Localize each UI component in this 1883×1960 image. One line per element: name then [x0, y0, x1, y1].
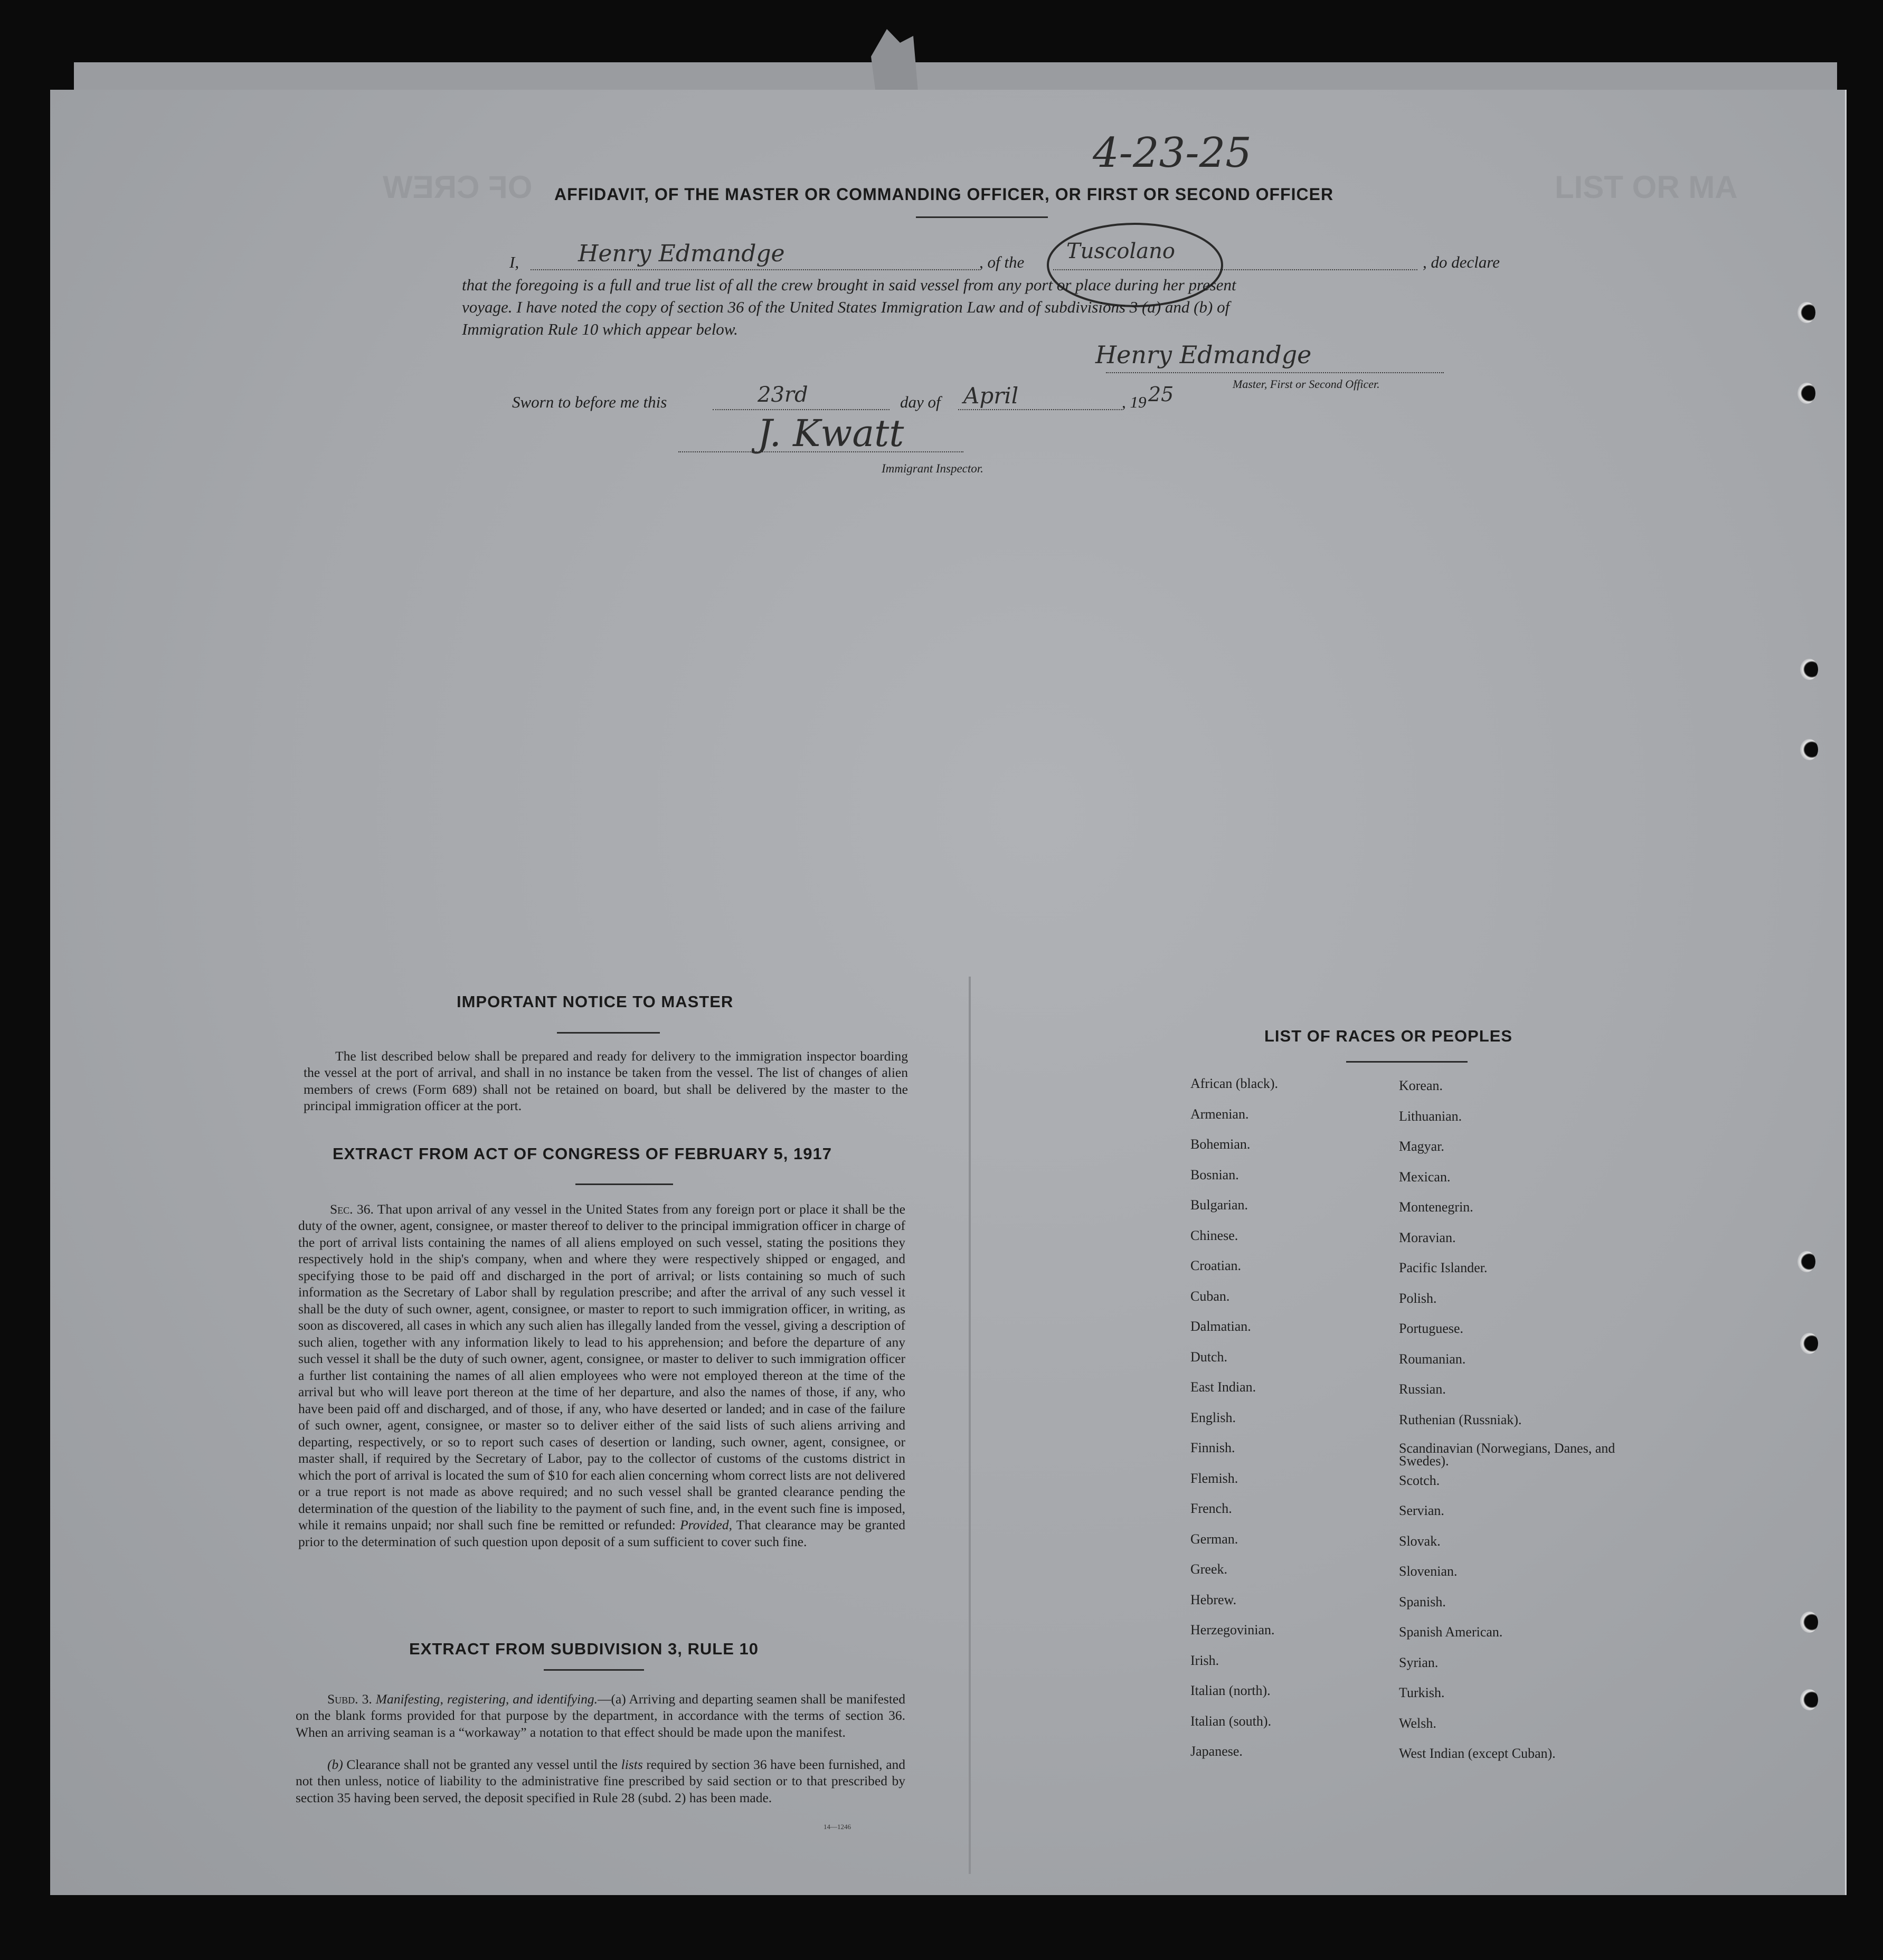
master-name-line — [531, 269, 979, 270]
race-item: Moravian. — [1399, 1229, 1456, 1245]
race-item: West Indian (except Cuban). — [1399, 1746, 1556, 1761]
day-of-label: day of — [900, 393, 941, 411]
affidavit-body-3: Immigration Rule 10 which appear below. — [462, 320, 738, 338]
race-item: Roumanian. — [1399, 1351, 1466, 1367]
proviso-label: Provided, — [680, 1517, 732, 1533]
year-suffix: 25 — [1148, 383, 1174, 406]
race-item: Flemish. — [1190, 1470, 1238, 1486]
race-item: Portuguese. — [1399, 1321, 1464, 1336]
proviso-text: That clearance may be granted prior to the determination of such question upon deposit of a sum sufficient to cover such fine. — [298, 1517, 905, 1549]
sworn-month: April — [963, 383, 1019, 409]
punch-hole — [1797, 1251, 1815, 1272]
race-item: Magyar. — [1399, 1139, 1444, 1154]
para-b-pre: Clearance shall not be granted any vessel until the — [346, 1757, 618, 1772]
race-item: Dutch. — [1190, 1349, 1228, 1365]
race-item: Cuban. — [1190, 1288, 1230, 1304]
para-b-label: (b) — [327, 1757, 343, 1772]
stamp-date: 4-23-25 — [1093, 129, 1252, 177]
para-b-post: required by section 36 have been furnished, and not then unless, notice of liability to the administrative fine prescribed by said section or to that prescribed by section 35 having been served, the deposit specified in Rule 28 (subd. 2) has been made. — [296, 1757, 906, 1805]
signature-line — [1106, 372, 1444, 373]
master-signature: Henry Edmandge — [1095, 340, 1312, 369]
punch-hole — [1800, 1689, 1818, 1710]
race-item: Italian (south). — [1190, 1713, 1272, 1729]
race-item: Syrian. — [1399, 1654, 1439, 1670]
month-line — [958, 409, 1122, 410]
race-item: Armenian. — [1190, 1106, 1249, 1122]
day-line — [713, 409, 890, 410]
affidavit-i-label: I, — [509, 253, 519, 271]
race-item: Scotch. — [1399, 1472, 1440, 1488]
race-item: Hebrew. — [1190, 1592, 1237, 1607]
race-item: African (black). — [1190, 1076, 1279, 1091]
title-rule — [916, 216, 1048, 218]
punch-hole — [1800, 739, 1818, 760]
notice-rule — [557, 1032, 660, 1034]
bleed-through-left: LIST OR MA — [1555, 169, 1738, 205]
race-item: Montenegrin. — [1399, 1199, 1473, 1215]
inspector-signature: J. Kwatt — [758, 412, 904, 455]
signature-caption: Master, First or Second Officer. — [1233, 377, 1380, 391]
para-b-lists: lists — [621, 1757, 643, 1772]
race-item: Japanese. — [1190, 1744, 1243, 1759]
para-a-text: —(a) Arriving and departing seamen shall be manifested on the blank forms provided for that purpose by the department, in accordance with the terms of section 36. When an arriving seaman is a “workaway” a notation to that effect should be made upon the manifest. — [296, 1691, 905, 1740]
race-item: Bulgarian. — [1190, 1197, 1248, 1213]
vessel-name: Tuscolano — [1066, 239, 1175, 263]
race-item: Scandinavian (Norwegians, Danes, and Swedes). — [1399, 1441, 1615, 1469]
race-item: Slovenian. — [1399, 1564, 1458, 1579]
race-item: Ruthenian (Russniak). — [1399, 1412, 1522, 1427]
race-item: Welsh. — [1399, 1715, 1436, 1731]
race-item: Dalmatian. — [1190, 1319, 1251, 1334]
race-item: Irish. — [1190, 1652, 1219, 1668]
inspector-line — [678, 451, 963, 452]
races-right-column — [1399, 1078, 1621, 1776]
races-rule — [1346, 1061, 1468, 1063]
race-item: Spanish American. — [1399, 1624, 1503, 1640]
sworn-label: Sworn to before me this — [512, 393, 667, 411]
race-item: English. — [1190, 1409, 1236, 1425]
race-item: Turkish. — [1399, 1685, 1445, 1700]
punch-hole — [1800, 1333, 1818, 1354]
master-name: Henry Edmandge — [578, 240, 785, 267]
race-item: French. — [1190, 1501, 1232, 1516]
race-item: Spanish. — [1399, 1594, 1446, 1609]
race-item: Croatian. — [1190, 1258, 1242, 1273]
race-item: Italian (north). — [1190, 1683, 1271, 1698]
race-item: Servian. — [1399, 1503, 1444, 1518]
race-item: German. — [1190, 1531, 1238, 1547]
rule-para-b — [296, 1756, 905, 1806]
race-item: Korean. — [1399, 1078, 1443, 1093]
punch-hole — [1797, 302, 1815, 323]
rule-para-a — [296, 1691, 905, 1740]
affidavit-title: AFFIDAVIT, OF THE MASTER OR COMMANDING OFFICER, OR FIRST OR SECOND OFFICER — [554, 185, 1334, 204]
affidavit-body-2: voyage. I have noted the copy of section 36 of the United States Immigration Law and of subdivisions 3 (a) and (b) of — [462, 298, 1230, 316]
notice-title: IMPORTANT NOTICE TO MASTER — [457, 992, 734, 1011]
races-left-column — [1190, 1076, 1380, 1774]
race-item: Bohemian. — [1190, 1137, 1251, 1152]
race-item: East Indian. — [1190, 1379, 1256, 1395]
race-item: Pacific Islander. — [1399, 1260, 1488, 1275]
subd-heading: Manifesting, registering, and identifying. — [375, 1691, 598, 1707]
race-item: Finnish. — [1190, 1440, 1235, 1455]
act-title: EXTRACT FROM ACT OF CONGRESS OF FEBRUARY 5, 1917 — [333, 1144, 832, 1163]
punch-hole — [1800, 1612, 1818, 1633]
page-fold — [969, 977, 971, 1874]
inspector-caption: Immigrant Inspector. — [882, 462, 983, 475]
race-item: Russian. — [1399, 1381, 1446, 1397]
rule-rule — [544, 1669, 644, 1671]
subd-label: Subd. 3. — [327, 1691, 372, 1707]
rule-title: EXTRACT FROM SUBDIVISION 3, RULE 10 — [409, 1640, 759, 1658]
notice-text: The list described below shall be prepared and ready for delivery to the immigration inspector boarding the vessel at the port of arrival, and shall in no instance be taken from the vessel. The list of changes of alien members of crews (Form 689) shall not be retained on board, but shall be delivered by the master to the principal immigration officer at the port. — [304, 1048, 908, 1114]
race-item: Mexican. — [1399, 1169, 1451, 1185]
race-item: Greek. — [1190, 1561, 1228, 1577]
punch-hole — [1797, 383, 1815, 404]
sworn-day: 23rd — [758, 383, 808, 407]
affidavit-body-1: that the foregoing is a full and true list of all the crew brought in said vessel from any port or place during her present — [462, 276, 1236, 294]
sec-label: Sec. 36. — [330, 1201, 374, 1217]
year-prefix: , 19 — [1122, 393, 1147, 411]
races-title: LIST OF RACES OR PEOPLES — [1264, 1027, 1513, 1045]
race-item: Chinese. — [1190, 1227, 1238, 1243]
of-the-label: , of the — [979, 253, 1025, 271]
race-item: Lithuanian. — [1399, 1108, 1462, 1124]
manifest-page — [50, 90, 1847, 1895]
do-declare-label: , do declare — [1423, 253, 1500, 271]
race-item: Bosnian. — [1190, 1167, 1239, 1182]
race-item: Polish. — [1399, 1290, 1437, 1306]
race-item: Slovak. — [1399, 1533, 1441, 1549]
bleed-through-right: OF CREW — [383, 169, 533, 205]
form-number: 14—1246 — [824, 1823, 851, 1831]
act-text — [298, 1201, 905, 1550]
punch-hole — [1800, 659, 1818, 680]
sec-text: That upon arrival of any vessel in the United States from any foreign port or place it shall be the duty of the owner, agent, consignee, or master thereof to deliver to the principal immigration officer in charge of the port of arrival lists containing the names of all aliens employed on such vessel, stating the positions they respectively hold in the ship's company, when and where they were respectively shipped or engaged, and specifying those to be paid off and discharged in the port of arrival; or lists containing so much of such information as the Secretary of Labor shall by regulation prescribe; and after the arrival of any such vessel it shall be the duty of such owner, agent, consignee, or master to report to such immigration officer, in writing, as soon as discovered, all cases in which any such alien has illegally landed from the vessel, giving a description of such alien, together with any information likely to lead to his apprehension; and before the departure of any such vessel it shall be the duty of such owner, agent, consignee, or master to deliver to such immigration officer a further list containing the names of all alien employees who were not employed thereon at the time of the arrival but who will leave port thereon at the time of her departure, and also the names of those, if any, who have been paid off and discharged, and of those, if any, who have deserted or landed; and in case of the failure of such owner, agent, consignee, or master so to deliver either of the said lists of such aliens arriving and departing, respectively, or so to report such cases of desertion or landing, such owner, agent, consignee, or master shall, if required by the Secretary of Labor, pay to the collector of customs of the customs district in which the port of arrival is located the sum of $10 for each alien concerning whom correct lists are not delivered or a true report is not made as above required; and no such vessel shall be granted clearance pending the determination of the question of the liability to the payment of such fine, and, in the event such fine is imposed, while it remains unpaid; nor shall such fine be remitted or refunded: — [298, 1201, 906, 1533]
race-item: Herzegovinian. — [1190, 1622, 1275, 1637]
act-rule — [575, 1183, 673, 1185]
